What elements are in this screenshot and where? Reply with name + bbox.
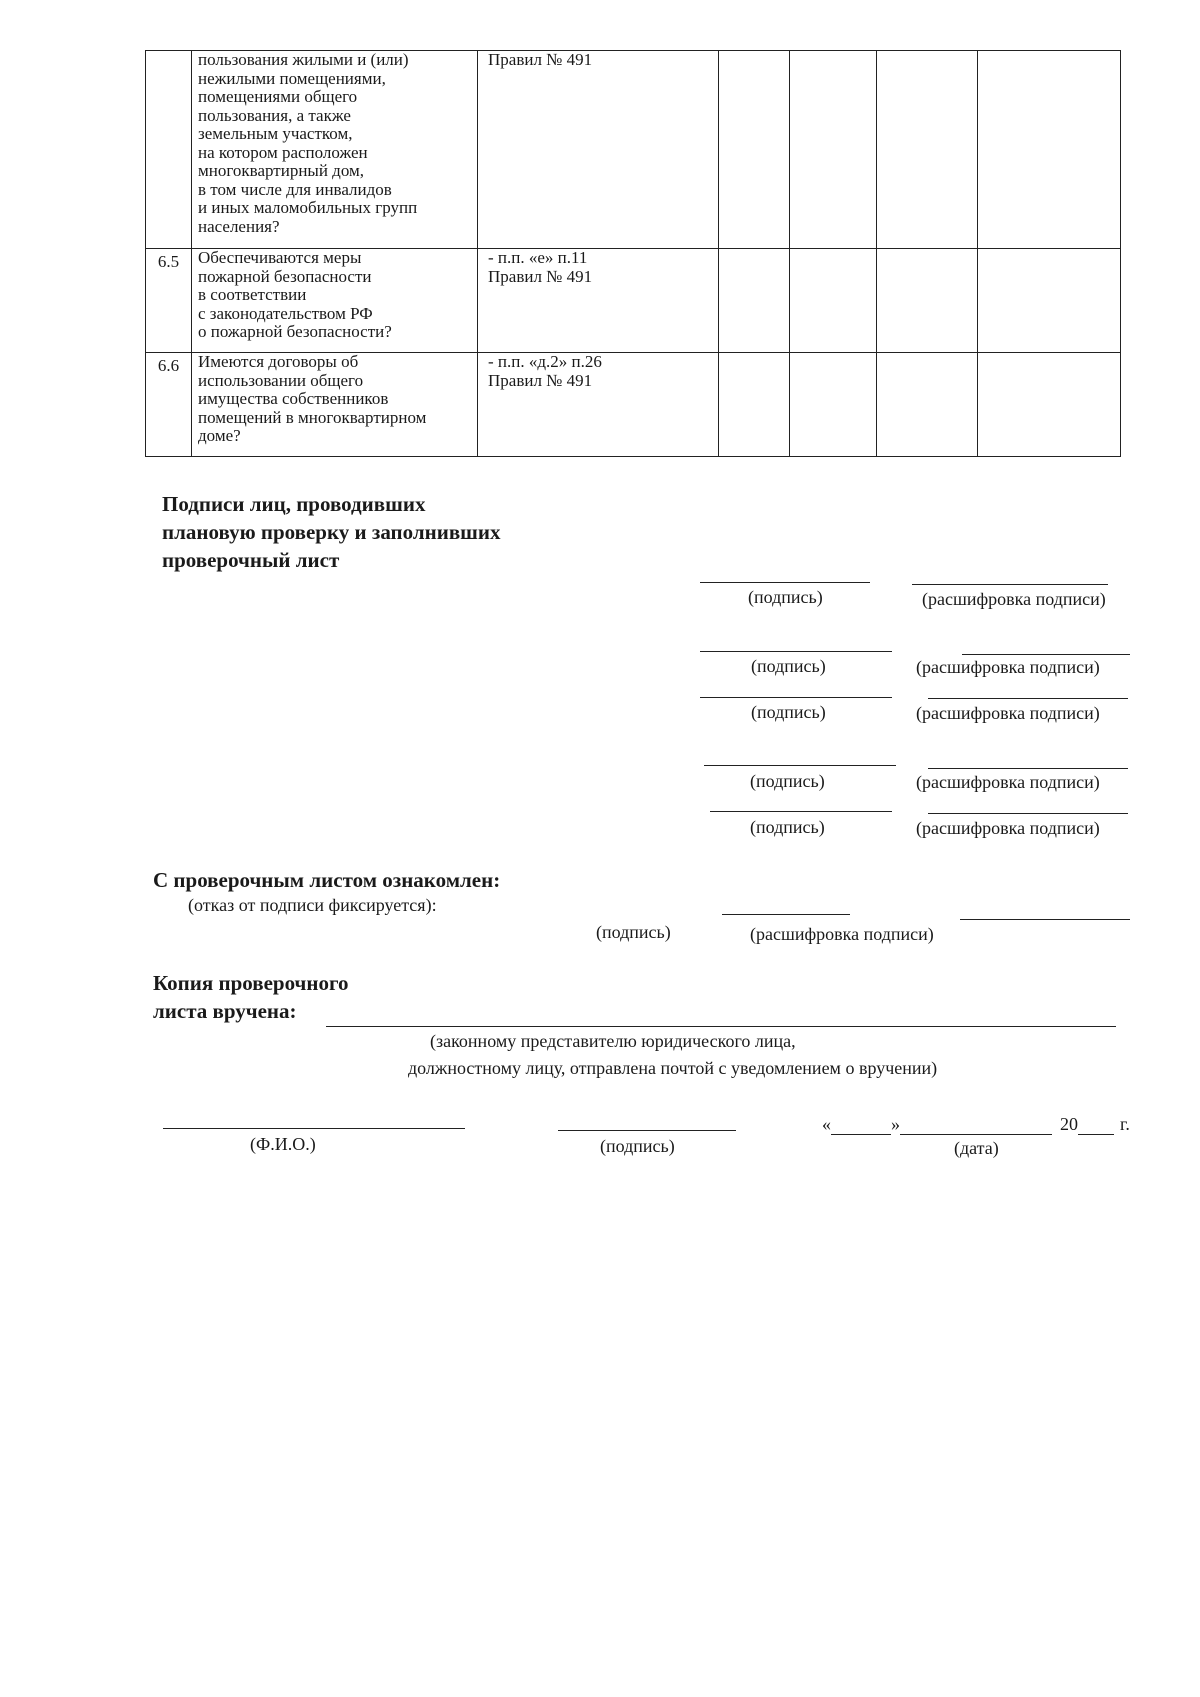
answer-cell bbox=[877, 249, 978, 353]
row-number bbox=[146, 51, 192, 249]
answer-cell bbox=[719, 353, 790, 457]
copy-heading: Копия проверочного bbox=[153, 971, 349, 995]
signature-caption: (подпись) bbox=[750, 817, 825, 837]
decoding-caption: (расшифровка подписи) bbox=[750, 924, 934, 944]
answer-cell bbox=[790, 353, 877, 457]
acquainted-heading: С проверочным листом ознакомлен: bbox=[153, 868, 501, 892]
row-question: Имеются договоры об использовании общего имущества собственников помещений в многоквартирном доме? bbox=[192, 353, 478, 457]
signature-line bbox=[700, 697, 892, 698]
recipient-caption: (законному представителю юридического лица, bbox=[430, 1031, 796, 1051]
signature-line bbox=[700, 582, 870, 583]
fio-caption: (Ф.И.О.) bbox=[250, 1134, 316, 1154]
decoding-caption: (расшифровка подписи) bbox=[916, 818, 1100, 838]
signature-caption: (подпись) bbox=[596, 922, 671, 942]
signature-line bbox=[700, 651, 892, 652]
acquainted-note: (отказ от подписи фиксируется): bbox=[188, 895, 437, 915]
signature-caption: (подпись) bbox=[750, 771, 825, 791]
recipient-line bbox=[326, 1026, 1116, 1027]
day-blank bbox=[831, 1114, 891, 1135]
decoding-line bbox=[928, 768, 1128, 769]
decoding-line bbox=[928, 813, 1128, 814]
decoding-caption: (расшифровка подписи) bbox=[916, 657, 1100, 677]
year-blank bbox=[1078, 1114, 1114, 1135]
year-suffix: г. bbox=[1120, 1114, 1130, 1134]
row-reference: Правил № 491 bbox=[478, 51, 719, 249]
answer-cell bbox=[719, 249, 790, 353]
answer-cell bbox=[877, 51, 978, 249]
signature-caption: (подпись) bbox=[751, 656, 826, 676]
answer-cell bbox=[719, 51, 790, 249]
date-field bbox=[822, 1114, 1130, 1135]
signatures-heading: Подписи лиц, проводивших плановую проверку и заполнивших проверочный лист bbox=[162, 492, 501, 572]
answer-cell bbox=[790, 51, 877, 249]
decoding-caption: (расшифровка подписи) bbox=[916, 703, 1100, 723]
row-reference: - п.п. «е» п.11 Правил № 491 bbox=[478, 249, 719, 353]
month-blank bbox=[900, 1114, 1052, 1135]
decoding-line bbox=[960, 919, 1130, 920]
signature-line bbox=[722, 914, 850, 915]
signature-caption: (подпись) bbox=[600, 1136, 675, 1156]
signature-line bbox=[704, 765, 896, 766]
decoding-line bbox=[912, 584, 1108, 585]
row-question: Обеспечиваются меры пожарной безопасности в соответствии с законодательством РФ о пожарной безопасности? bbox=[192, 249, 478, 353]
date-open-quote: « bbox=[822, 1114, 831, 1134]
answer-cell bbox=[978, 51, 1121, 249]
answer-cell bbox=[978, 353, 1121, 457]
table-row bbox=[146, 51, 1121, 249]
row-number: 6.6 bbox=[146, 353, 192, 457]
signature-line bbox=[710, 811, 892, 812]
row-number: 6.5 bbox=[146, 249, 192, 353]
answer-cell bbox=[790, 249, 877, 353]
fio-line bbox=[163, 1128, 465, 1129]
table-row bbox=[146, 249, 1121, 353]
answer-cell bbox=[877, 353, 978, 457]
decoding-line bbox=[962, 654, 1130, 655]
answer-cell bbox=[978, 249, 1121, 353]
row-reference: - п.п. «д.2» п.26 Правил № 491 bbox=[478, 353, 719, 457]
row-question: пользования жилыми и (или) нежилыми помещениями, помещениями общего пользования, а также земельным участком, на котором расположен многоквартирный дом, в том числе для инвалидов и иных маломобильных групп населения? bbox=[192, 51, 478, 249]
date-caption: (дата) bbox=[954, 1138, 999, 1158]
signature-caption: (подпись) bbox=[751, 702, 826, 722]
date-close-quote: » bbox=[891, 1114, 900, 1134]
table-row bbox=[146, 353, 1121, 457]
copy-heading-line2: листа вручена: bbox=[153, 999, 297, 1023]
decoding-caption: (расшифровка подписи) bbox=[922, 589, 1106, 609]
signature-caption: (подпись) bbox=[748, 587, 823, 607]
decoding-line bbox=[928, 698, 1128, 699]
year-prefix: 20 bbox=[1060, 1114, 1078, 1134]
checklist-table bbox=[145, 50, 1121, 457]
decoding-caption: (расшифровка подписи) bbox=[916, 772, 1100, 792]
recipient-caption-line2: должностному лицу, отправлена почтой с уведомлением о вручении) bbox=[408, 1058, 938, 1078]
signature-line bbox=[558, 1130, 736, 1131]
